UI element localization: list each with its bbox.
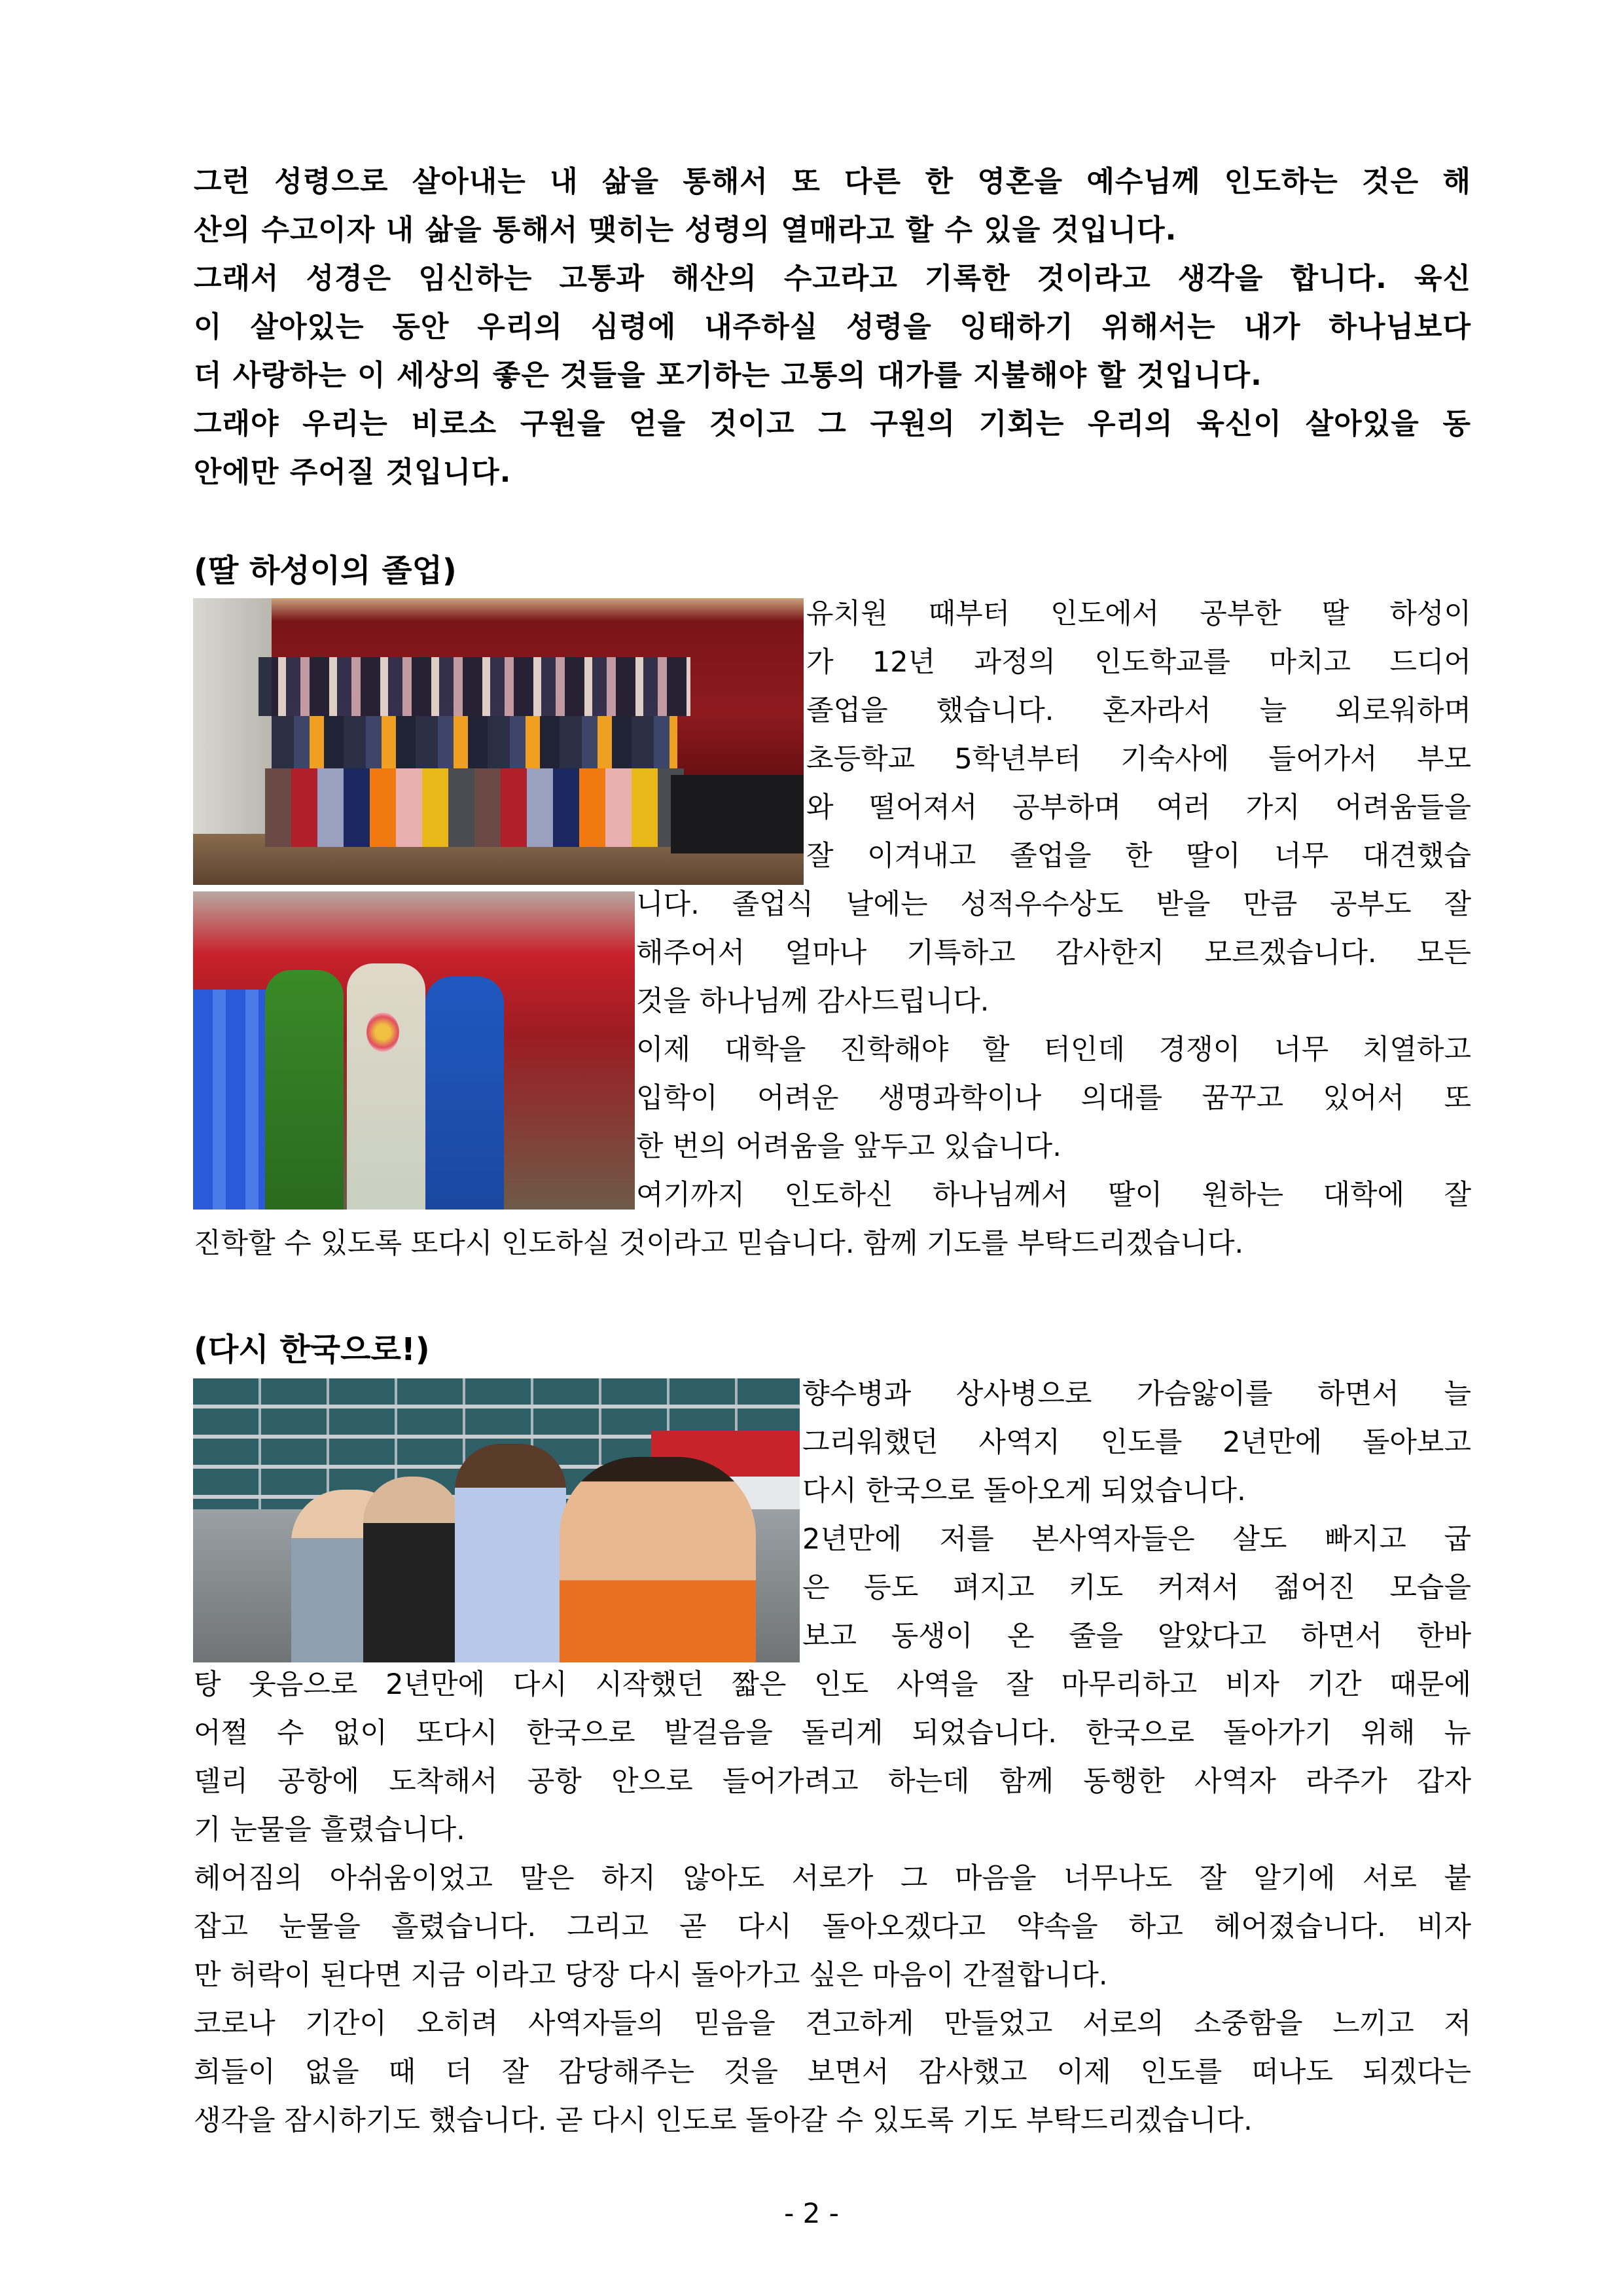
text-line: 그런 성령으로 살아내는 내 삶을 통해서 또 다른 한 영혼을 예수님께 인도하는 것은 해 [194, 165, 1471, 198]
airport-selfie-photo [193, 1378, 800, 1662]
text-line: 잡고 눈물을 흘렸습니다. 그리고 곧 다시 돌아오겠다고 약속을 하고 헤어졌습니다. 비자 [194, 1910, 1471, 1943]
text-line: 한 번의 어려움을 앞두고 있습니다. [636, 1130, 1061, 1163]
text-line: 산의 수고이자 내 삶을 통해서 맺히는 성령의 열매라고 할 수 있을 것입니다. [194, 213, 1177, 247]
text-line: 생각을 잠시하기도 했습니다. 곧 다시 인도로 돌아갈 수 있도록 기도 부탁드리겠습니다. [194, 2104, 1253, 2137]
text-line: 유치원 때부터 인도에서 공부한 딸 하성이 [806, 598, 1471, 630]
text-line: 여기까지 인도하신 하나님께서 딸이 원하는 대학에 잘 [636, 1179, 1471, 1211]
text-line: 초등학교 5학년부터 기숙사에 들어가서 부모 [806, 743, 1471, 776]
text-line: 헤어짐의 아쉬움이었고 말은 하지 않아도 서로가 그 마음을 너무나도 잘 알기에 서로 붙 [194, 1862, 1471, 1895]
text-line: 코로나 기간이 오히려 사역자들의 믿음을 견고하게 만들었고 서로의 소중함을 느끼고 저 [194, 2007, 1471, 2040]
text-line: 진학할 수 있도록 또다시 인도하실 것이라고 믿습니다. 함께 기도를 부탁드리겠습니다. [194, 1227, 1244, 1260]
text-line: 그래서 성경은 임신하는 고통과 해산의 수고라고 기록한 것이라고 생각을 합니다. 육신 [194, 262, 1471, 295]
text-line: 잘 이겨내고 졸업을 한 딸이 너무 대견했습 [806, 840, 1471, 872]
text-line: 이 살아있는 동안 우리의 심령에 내주하실 성령을 잉태하기 위해서는 내가 하나님보다 [194, 310, 1471, 344]
section-heading-korea: (다시 한국으로!) [194, 1331, 430, 1368]
text-line: 그래야 우리는 비로소 구원을 얻을 것이고 그 구원의 기회는 우리의 육신이 살아있을 동 [194, 407, 1471, 440]
text-line: 탕 웃음으로 2년만에 다시 시작했던 짧은 인도 사역을 잘 마무리하고 비자 기간 때문에 [194, 1668, 1471, 1701]
text-line: 가 12년 과정의 인도학교를 마치고 드디어 [806, 646, 1471, 679]
section-heading-graduation: (딸 하성이의 졸업) [194, 552, 457, 589]
text-line: 델리 공항에 도착해서 공항 안으로 들어가려고 하는데 함께 동행한 사역자 라주가 갑자 [194, 1765, 1471, 1798]
text-line: 졸업을 했습니다. 혼자라서 늘 외로워하며 [806, 694, 1471, 727]
text-line: 만 허락이 된다면 지금 이라고 당장 다시 돌아가고 싶은 마음이 간절합니다. [194, 1959, 1108, 1992]
text-line: 안에만 주어질 것입니다. [194, 456, 512, 489]
text-line: 보고 동생이 온 줄을 알았다고 하면서 한바 [802, 1620, 1471, 1653]
text-line: 입학이 어려운 생명과학이나 의대를 꿈꾸고 있어서 또 [636, 1082, 1471, 1115]
text-line: 이제 대학을 진학해야 할 터인데 경쟁이 너무 치열하고 [636, 1033, 1471, 1066]
text-line: 향수병과 상사병으로 가슴앓이를 하면서 늘 [802, 1378, 1471, 1410]
graduation-class-photo [193, 598, 804, 885]
page-number: - 2 - [784, 2197, 839, 2229]
text-line: 어쩔 수 없이 또다시 한국으로 발걸음을 돌리게 되었습니다. 한국으로 돌아가기 위해 뉴 [194, 1717, 1471, 1749]
text-line: 다시 한국으로 돌아오게 되었습니다. [802, 1475, 1246, 1507]
text-line: 해주어서 얼마나 기특하고 감사한지 모르겠습니다. 모든 [636, 937, 1471, 969]
text-line: 2년만에 저를 본사역자들은 살도 빠지고 굽 [802, 1523, 1471, 1556]
text-line: 은 등도 펴지고 키도 커져서 젊어진 모습을 [802, 1571, 1471, 1604]
text-line: 더 사랑하는 이 세상의 좋은 것들을 포기하는 고통의 대가를 지불해야 할 것입니다. [194, 359, 1262, 392]
text-line: 그리워했던 사역지 인도를 2년만에 돌아보고 [802, 1426, 1471, 1459]
text-line: 것을 하나님께 감사드립니다. [636, 985, 990, 1018]
text-line: 기 눈물을 흘렸습니다. [194, 1814, 465, 1846]
family-graduation-photo [193, 891, 635, 1210]
text-line: 니다. 졸업식 날에는 성적우수상도 받을 만큼 공부도 잘 [636, 888, 1471, 921]
text-line: 와 떨어져서 공부하며 여러 가지 어려움들을 [806, 791, 1471, 824]
text-line: 희들이 없을 때 더 잘 감당해주는 것을 보면서 감사했고 이제 인도를 떠나도 되겠다는 [194, 2056, 1471, 2089]
